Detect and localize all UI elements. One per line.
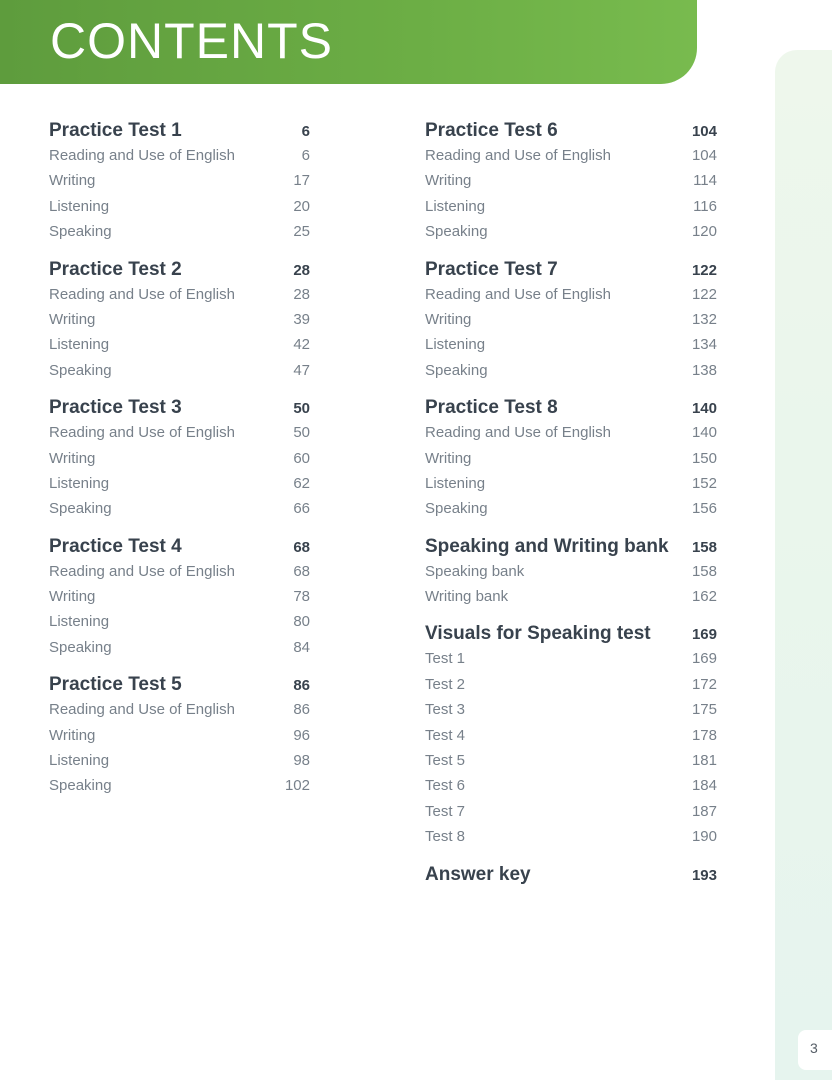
toc-item-page: 122 (691, 285, 717, 303)
toc-item-label: Listening (425, 474, 486, 492)
toc-item-label: Listening (49, 613, 110, 631)
toc-item-page: 20 (293, 197, 310, 215)
toc-item-label: Writing (49, 726, 96, 744)
toc-heading-row[interactable] (425, 536, 717, 563)
toc-item-row[interactable] (425, 828, 717, 853)
toc-section-practice-test-7 (425, 259, 717, 388)
toc-item-page: 140 (691, 424, 717, 442)
toc-item-page: 80 (293, 613, 310, 631)
toc-item-row[interactable] (425, 198, 717, 223)
toc-heading-title: Practice Test 7 (425, 258, 558, 280)
toc-item-page: 102 (284, 777, 310, 795)
toc-item-page: 172 (691, 675, 717, 693)
toc-item-page: 162 (691, 588, 717, 606)
toc-heading-title: Practice Test 3 (49, 397, 182, 419)
toc-item-row[interactable] (49, 336, 310, 361)
page-title: CONTENTS (50, 13, 333, 69)
toc-heading-row[interactable] (425, 623, 717, 650)
toc-item-page: 68 (293, 562, 310, 580)
toc-item-page: 28 (293, 285, 310, 303)
toc-item-row[interactable] (49, 588, 310, 613)
toc-section-practice-test-1 (49, 120, 310, 249)
toc-item-page: 98 (293, 752, 310, 770)
toc-item-row[interactable] (49, 223, 310, 248)
toc-item-row[interactable] (425, 286, 717, 311)
toc-section-practice-test-5 (49, 674, 310, 803)
toc-item-page: 39 (293, 310, 310, 328)
toc-heading-title: Practice Test 1 (49, 120, 182, 141)
toc-item-page: 25 (293, 223, 310, 241)
toc-item-label: Writing (49, 310, 96, 328)
toc-item-row[interactable] (425, 563, 717, 588)
toc-item-label: Speaking (49, 500, 112, 518)
toc-item-page: 60 (293, 449, 310, 467)
toc-item-label: Speaking (49, 777, 112, 795)
toc-item-row[interactable] (425, 450, 717, 475)
toc-item-page: 150 (691, 449, 717, 467)
toc-item-page: 190 (691, 828, 717, 846)
toc-item-row[interactable] (49, 424, 310, 449)
toc-section-practice-test-8 (425, 397, 717, 526)
toc-item-label: Listening (49, 336, 110, 354)
side-strip (775, 50, 832, 1080)
toc-item-row[interactable] (49, 639, 310, 664)
toc-heading-page: 169 (691, 626, 717, 644)
toc-item-page: 184 (691, 777, 717, 795)
toc-item-label: Listening (49, 474, 110, 492)
toc-item-label: Reading and Use of English (425, 147, 611, 164)
toc-item-page: 156 (691, 500, 717, 518)
toc-item-label: Listening (425, 336, 486, 354)
page-number: 3 (810, 1040, 818, 1056)
toc-section-practice-test-6 (425, 120, 717, 249)
toc-heading-row[interactable] (425, 259, 717, 286)
contents-column-right (425, 120, 717, 901)
toc-item-row[interactable] (425, 500, 717, 525)
toc-item-label: Writing (49, 588, 96, 606)
toc-item-row[interactable] (425, 588, 717, 613)
toc-item-row[interactable] (49, 198, 310, 223)
toc-item-label: Writing (49, 449, 96, 467)
toc-item-row[interactable] (425, 311, 717, 336)
toc-item-page: 114 (693, 172, 717, 190)
toc-item-page: 96 (293, 726, 310, 744)
toc-item-row[interactable] (425, 147, 717, 172)
toc-section-practice-test-2 (49, 259, 310, 388)
toc-item-page: 134 (691, 336, 717, 354)
toc-heading-title: Practice Test 6 (425, 120, 558, 141)
toc-item-row[interactable] (425, 752, 717, 777)
toc-item-page: 158 (691, 562, 717, 580)
toc-heading-page: 104 (691, 123, 717, 140)
contents-column-left (49, 120, 310, 813)
toc-item-page: 42 (293, 336, 310, 354)
toc-item-label: Reading and Use of English (49, 701, 235, 719)
toc-item-label: Listening (49, 197, 110, 215)
toc-section-practice-test-4 (49, 536, 310, 665)
toc-item-row[interactable] (49, 475, 310, 500)
toc-item-label: Reading and Use of English (425, 424, 611, 442)
toc-item-row[interactable] (49, 450, 310, 475)
toc-item-row[interactable] (49, 311, 310, 336)
toc-item-page: 152 (691, 474, 717, 492)
toc-item-label: Speaking (425, 223, 488, 241)
toc-heading-page: 122 (691, 261, 717, 279)
toc-heading-row[interactable] (425, 397, 717, 424)
toc-item-label: Writing (425, 449, 472, 467)
toc-item-label: Writing (49, 172, 96, 190)
toc-item-row[interactable] (425, 777, 717, 802)
toc-heading-page: 86 (293, 677, 310, 695)
toc-item-label: Speaking (425, 500, 488, 518)
toc-section-speaking-and-writing-bank (425, 536, 717, 614)
toc-item-row[interactable] (49, 777, 310, 802)
toc-item-page: 120 (691, 223, 717, 241)
toc-item-row[interactable] (425, 727, 717, 752)
toc-item-page: 104 (691, 147, 717, 164)
toc-item-row[interactable] (425, 803, 717, 828)
toc-item-row[interactable] (425, 223, 717, 248)
toc-item-page: 47 (293, 361, 310, 379)
toc-heading-title: Visuals for Speaking test (425, 623, 651, 645)
toc-item-page: 17 (293, 172, 310, 190)
toc-item-row[interactable] (49, 362, 310, 387)
toc-heading-title: Speaking and Writing bank (425, 535, 669, 557)
toc-item-label: Test 7 (425, 802, 466, 820)
toc-item-page: 138 (691, 361, 717, 379)
toc-item-row[interactable] (425, 362, 717, 387)
toc-item-row[interactable] (49, 613, 310, 638)
toc-item-page: 50 (293, 424, 310, 442)
toc-item-label: Test 4 (425, 726, 466, 744)
toc-heading-page: 158 (691, 538, 717, 556)
toc-item-label: Reading and Use of English (49, 285, 235, 303)
toc-item-label: Reading and Use of English (425, 285, 611, 303)
toc-section-practice-test-3 (49, 397, 310, 526)
toc-heading-page: 50 (293, 400, 310, 418)
toc-heading-title: Answer key (425, 863, 531, 885)
toc-heading-row[interactable] (49, 674, 310, 701)
toc-item-row[interactable] (425, 701, 717, 726)
toc-item-page: 78 (293, 588, 310, 606)
toc-item-label: Test 1 (425, 650, 466, 668)
toc-item-label: Reading and Use of English (49, 147, 235, 164)
toc-item-row[interactable] (425, 676, 717, 701)
toc-item-page: 66 (293, 500, 310, 518)
toc-item-page: 132 (691, 310, 717, 328)
toc-heading-row[interactable] (49, 397, 310, 424)
toc-item-label: Speaking (49, 638, 112, 656)
toc-item-page: 181 (691, 752, 717, 770)
toc-item-row[interactable] (49, 172, 310, 197)
toc-item-label: Speaking (49, 223, 112, 241)
toc-heading-title: Practice Test 2 (49, 258, 182, 280)
toc-item-label: Speaking bank (425, 562, 525, 580)
toc-item-label: Listening (49, 752, 110, 770)
toc-item-label: Test 2 (425, 675, 466, 693)
toc-item-label: Speaking (49, 361, 112, 379)
toc-item-row[interactable] (425, 336, 717, 361)
toc-item-page: 175 (691, 701, 717, 719)
toc-heading-page: 68 (293, 538, 310, 556)
toc-item-row[interactable] (49, 701, 310, 726)
toc-item-label: Reading and Use of English (49, 424, 235, 442)
toc-item-label: Listening (425, 197, 486, 215)
toc-heading-title: Practice Test 8 (425, 397, 558, 419)
toc-heading-row[interactable] (425, 864, 717, 891)
toc-item-label: Test 5 (425, 752, 466, 770)
toc-section-answer-key (425, 864, 717, 891)
toc-item-row[interactable] (49, 286, 310, 311)
toc-item-label: Writing (425, 310, 472, 328)
toc-heading-title: Practice Test 5 (49, 674, 182, 696)
toc-item-row[interactable] (49, 563, 310, 588)
toc-item-label: Reading and Use of English (49, 562, 235, 580)
toc-item-row[interactable] (49, 147, 310, 172)
toc-item-row[interactable] (49, 500, 310, 525)
toc-item-label: Test 6 (425, 777, 466, 795)
toc-item-label: Writing (425, 172, 472, 190)
toc-heading-title: Practice Test 4 (49, 535, 182, 557)
toc-item-row[interactable] (49, 752, 310, 777)
toc-item-label: Test 3 (425, 701, 466, 719)
toc-heading-page: 6 (301, 123, 310, 140)
toc-item-page: 116 (693, 197, 717, 215)
toc-heading-row[interactable] (49, 536, 310, 563)
toc-item-row[interactable] (49, 727, 310, 752)
toc-item-row[interactable] (425, 424, 717, 449)
toc-item-page: 6 (301, 147, 310, 164)
toc-item-row[interactable] (425, 475, 717, 500)
toc-item-label: Writing bank (425, 588, 509, 606)
toc-heading-row[interactable] (49, 259, 310, 286)
toc-item-page: 86 (293, 701, 310, 719)
toc-section-visuals-for-speaking-test (425, 623, 717, 853)
toc-heading-page: 140 (691, 400, 717, 418)
toc-heading-page: 28 (293, 261, 310, 279)
toc-item-page: 169 (691, 650, 717, 668)
toc-heading-row[interactable] (425, 120, 717, 147)
toc-item-label: Test 8 (425, 828, 466, 846)
toc-item-page: 62 (293, 474, 310, 492)
toc-item-row[interactable] (425, 172, 717, 197)
toc-item-page: 178 (691, 726, 717, 744)
toc-item-label: Speaking (425, 361, 488, 379)
toc-item-page: 187 (691, 802, 717, 820)
toc-item-page: 84 (293, 638, 310, 656)
toc-item-row[interactable] (425, 650, 717, 675)
toc-heading-page: 193 (691, 866, 717, 884)
toc-heading-row[interactable] (49, 120, 310, 147)
